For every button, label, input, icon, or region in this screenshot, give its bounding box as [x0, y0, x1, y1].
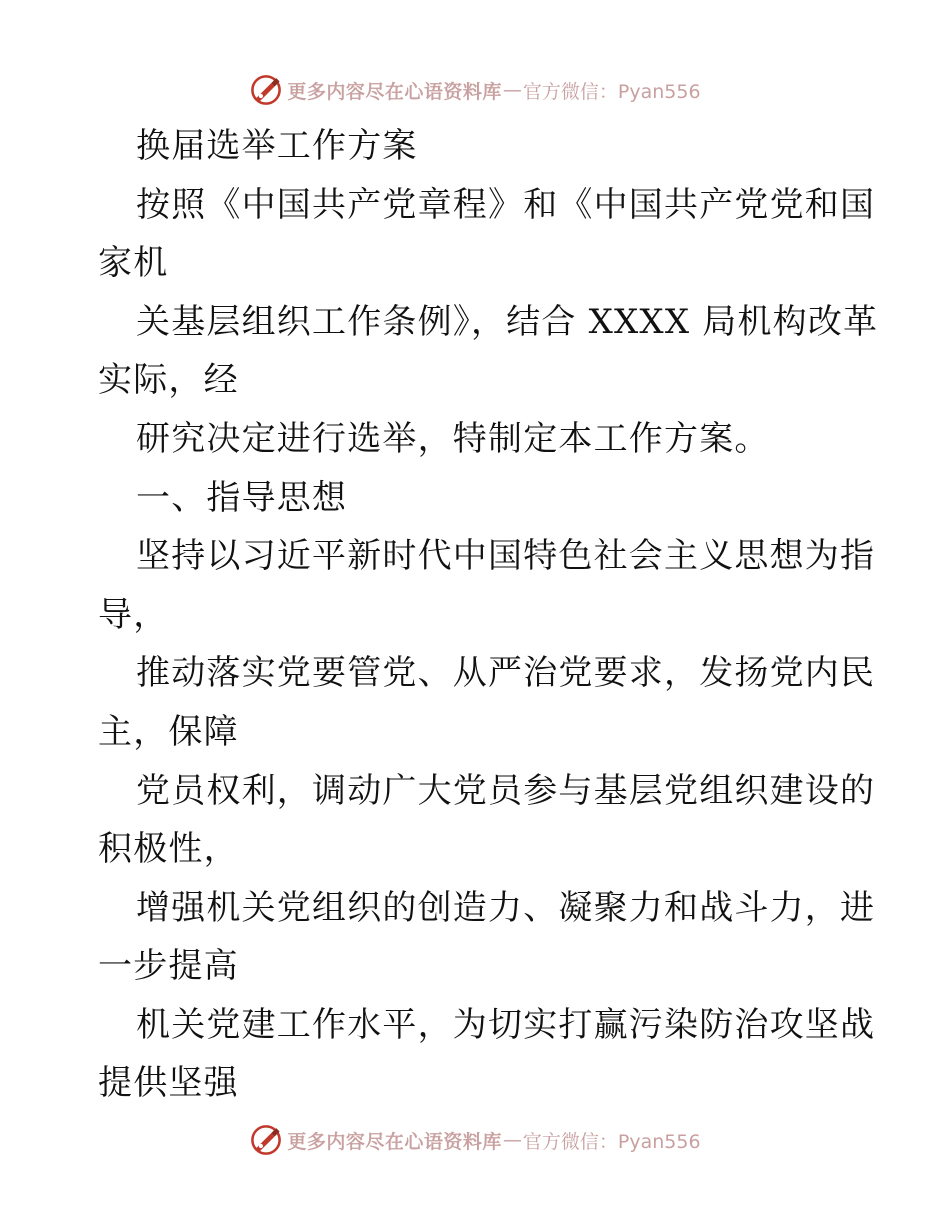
footer-watermark — [0, 1120, 950, 1160]
paragraph-line: 一步提高 — [98, 946, 239, 986]
document-title: 换届选举工作方案 — [136, 126, 418, 166]
paragraph-line: 积极性， — [98, 829, 239, 869]
paragraph-line: 导， — [98, 595, 169, 635]
paragraph-line: 提供坚强 — [98, 1063, 239, 1103]
pen-logo-icon — [249, 1123, 283, 1157]
watermark-main-text: 更多内容尽在心语资料库 — [287, 80, 502, 103]
paragraph-line: 按照《中国共产党章程》和《中国共产党党和国 — [136, 185, 876, 225]
paragraph-line: 推动落实党要管党、从严治党要求，发扬党内民 — [136, 653, 876, 693]
paragraph-line: 党员权利，调动广大党员参与基层党组织建设的 — [136, 771, 876, 811]
section-heading: 一、指导思想 — [136, 478, 348, 518]
watermark-main-text: 更多内容尽在心语资料库 — [287, 1130, 502, 1153]
watermark-separator: — — [502, 1129, 522, 1151]
header-watermark — [0, 70, 950, 110]
paragraph-line: 关基层组织工作条例》，结合 XXXX 局机构改革 — [136, 302, 879, 342]
watermark-wechat-text: 官方微信：Pyan556 — [522, 80, 701, 103]
pen-logo-icon — [249, 73, 283, 107]
watermark-wechat-text: 官方微信：Pyan556 — [522, 1130, 701, 1153]
paragraph-line: 机关党建工作水平，为切实打赢污染防治攻坚战 — [136, 1005, 876, 1045]
paragraph-line: 家机 — [98, 243, 169, 283]
paragraph-line: 实际，经 — [98, 360, 239, 400]
watermark-separator: — — [502, 79, 522, 101]
paragraph-line: 增强机关党组织的创造力、凝聚力和战斗力，进 — [136, 888, 876, 928]
paragraph-line: 坚持以习近平新时代中国特色社会主义思想为指 — [136, 536, 876, 576]
paragraph-line: 主，保障 — [98, 712, 239, 752]
paragraph-line: 研究决定进行选举，特制定本工作方案。 — [136, 419, 770, 459]
